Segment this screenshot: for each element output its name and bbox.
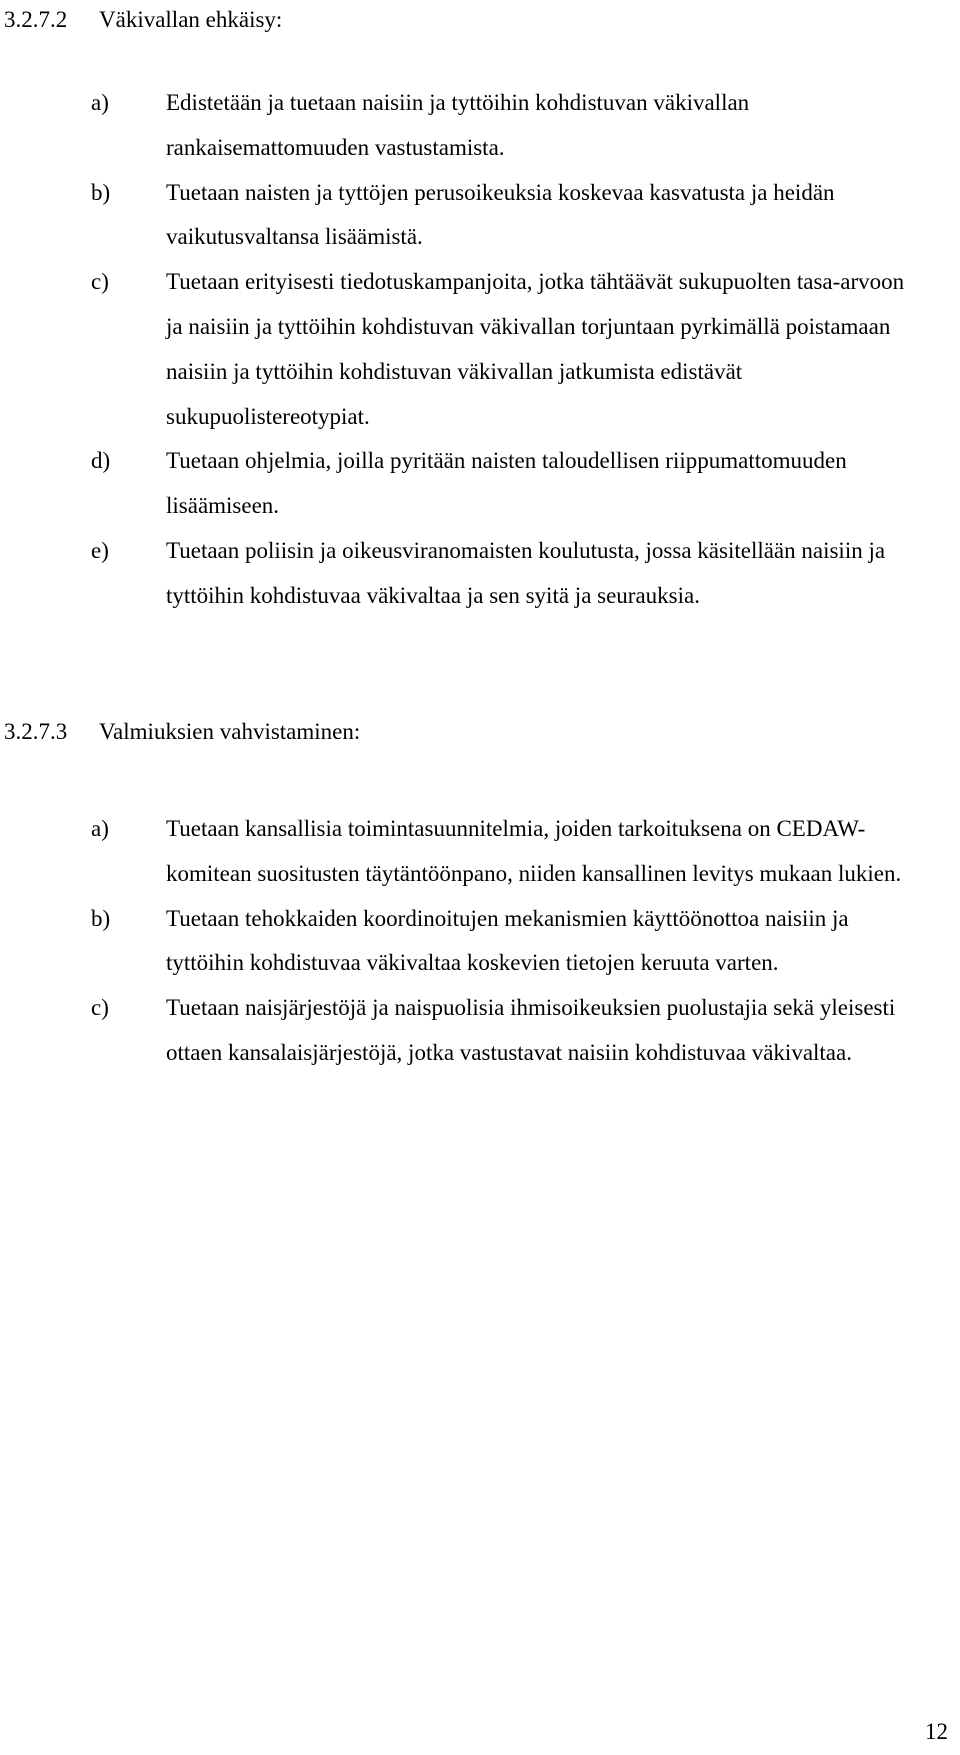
page-number: 12	[925, 1719, 948, 1744]
section-heading-3-2-7-2	[4, 5, 282, 35]
list-item	[0, 897, 960, 987]
list-item-text: Tuetaan ohjelmia, joilla pyritään naisten taloudellisen riippumattomuuden lisäämiseen.	[166, 448, 847, 519]
section-heading-3-2-7-3	[4, 717, 360, 747]
list-item-text: Tuetaan naisten ja tyttöjen perusoikeuksia koskevaa kasvatusta ja heidän vaikutusvaltansa lisäämistä.	[166, 179, 835, 250]
list-item	[0, 807, 960, 897]
list-item	[0, 171, 960, 261]
section-title: Valmiuksien vahvistaminen:	[99, 719, 361, 744]
list-item	[0, 986, 960, 1076]
list-item-marker: a)	[91, 816, 109, 841]
list-item-text: Edistetään ja tuetaan naisiin ja tyttöihin kohdistuvan väkivallan rankaisemattomuuden vastustamista.	[166, 90, 750, 160]
list-item-marker: c)	[91, 269, 109, 295]
section-title: Väkivallan ehkäisy:	[99, 7, 283, 32]
list-item-marker: b)	[91, 179, 111, 205]
list-item-text: Tuetaan erityisesti tiedotuskampanjoita, jotka tähtäävät sukupuolten tasa-arvoon ja naisiin ja tyttöihin kohdistuvan väkivallan torjuntaan pyrkimällä poistamaan naisiin ja tyttöihin kohdistuvan väkivallan jatkumista edistävät sukupuolistereotypiat.	[166, 269, 905, 429]
list-item	[0, 260, 960, 439]
list-item-marker: c)	[91, 995, 109, 1021]
list-item-text: Tuetaan poliisin ja oikeusviranomaisten koulutusta, jossa käsitellään naisiin ja tyttöihin kohdistuvaa väkivaltaa ja sen syitä ja seurauksia.	[166, 537, 886, 608]
section-1-list	[0, 81, 960, 619]
list-item-text: Tuetaan tehokkaiden koordinoitujen mekanismien käyttöönottoa naisiin ja tyttöihin kohdistuvaa väkivaltaa koskevien tietojen keruuta varten.	[166, 905, 849, 976]
section-number: 3.2.7.3	[4, 719, 68, 744]
list-item-marker: d)	[91, 448, 111, 474]
section-2-list	[0, 807, 960, 1076]
list-item	[0, 81, 960, 171]
list-item-marker: b)	[91, 905, 111, 931]
list-item-marker: e)	[91, 537, 109, 563]
section-number: 3.2.7.2	[4, 7, 68, 32]
list-item-text: Tuetaan kansallisia toimintasuunnitelmia, joiden tarkoituksena on CEDAW-komitean suositusten täytäntöönpano, niiden kansallinen levitys mukaan lukien.	[166, 816, 902, 886]
list-item	[0, 439, 960, 529]
list-item-marker: a)	[91, 90, 109, 115]
list-item-text: Tuetaan naisjärjestöjä ja naispuolisia ihmisoikeuksien puolustajia sekä yleisesti ottaen kansalaisjärjestöjä, jotka vastustavat naisiin kohdistuvaa väkivaltaa.	[166, 995, 896, 1065]
list-item	[0, 529, 960, 619]
